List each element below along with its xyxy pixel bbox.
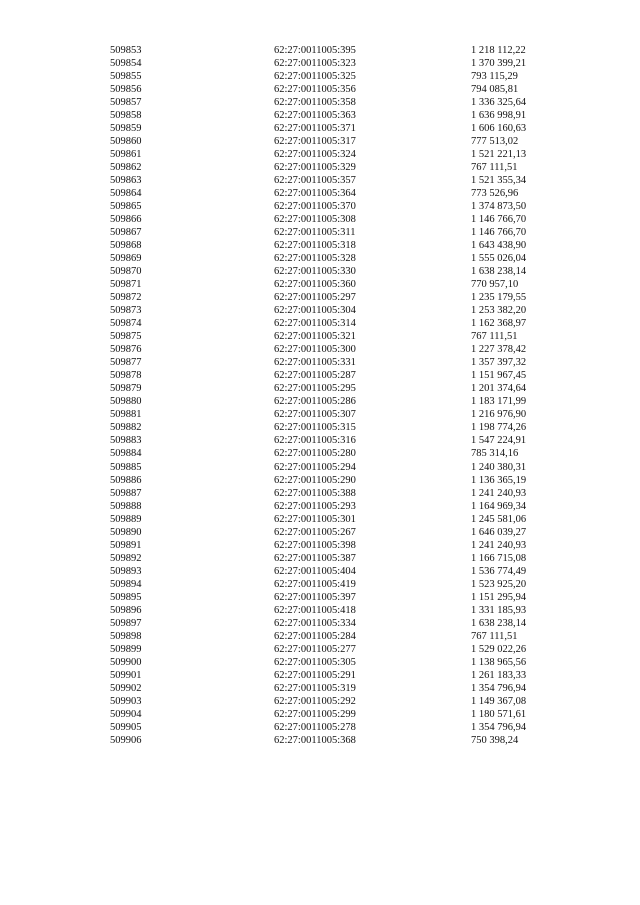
cadastral-value-cell: 1 521 355,34	[471, 175, 527, 187]
cadastral-value-cell: 1 638 238,14	[471, 617, 527, 629]
cadastral-number-cell: 62:27:0011005:397	[274, 591, 356, 603]
cadastral-number-cell: 62:27:0011005:280	[274, 448, 356, 460]
table-row	[110, 148, 581, 161]
table-row	[110, 408, 581, 421]
record-number-cell: 509879	[110, 383, 142, 395]
table-row	[110, 591, 581, 604]
cadastral-value-cell: 767 111,51	[471, 331, 518, 343]
record-number-cell: 509884	[110, 448, 142, 460]
table-row	[110, 213, 581, 226]
cadastral-value-cell: 1 146 766,70	[471, 227, 527, 239]
cadastral-number-cell: 62:27:0011005:371	[274, 123, 356, 135]
record-number-cell: 509883	[110, 435, 142, 447]
cadastral-value-cell: 1 374 873,50	[471, 201, 527, 213]
cadastral-value-cell: 1 521 221,13	[471, 149, 527, 161]
cadastral-value-cell: 1 643 438,90	[471, 240, 527, 252]
record-number-cell: 509875	[110, 331, 142, 343]
cadastral-value-cell: 1 183 171,99	[471, 396, 527, 408]
record-number-cell: 509882	[110, 422, 142, 434]
cadastral-number-cell: 62:27:0011005:370	[274, 201, 356, 213]
table-row	[110, 135, 581, 148]
cadastral-value-cell: 770 957,10	[471, 279, 519, 291]
cadastral-number-cell: 62:27:0011005:398	[274, 539, 356, 551]
table-row	[110, 734, 581, 747]
cadastral-number-cell: 62:27:0011005:368	[274, 734, 356, 746]
cadastral-number-cell: 62:27:0011005:301	[274, 513, 356, 525]
table-row	[110, 395, 581, 408]
cadastral-value-cell: 1 331 185,93	[471, 604, 527, 616]
cadastral-number-cell: 62:27:0011005:291	[274, 669, 356, 681]
table-row	[110, 474, 581, 487]
cadastral-number-cell: 62:27:0011005:278	[274, 721, 356, 733]
record-number-cell: 509854	[110, 58, 142, 70]
cadastral-number-cell: 62:27:0011005:321	[274, 331, 356, 343]
record-number-cell: 509866	[110, 214, 142, 226]
table-row	[110, 695, 581, 708]
cadastral-number-cell: 62:27:0011005:328	[274, 253, 356, 265]
table-row	[110, 70, 581, 83]
table-row	[110, 330, 581, 343]
table-row	[110, 461, 581, 474]
cadastral-value-cell: 777 513,02	[471, 136, 519, 148]
cadastral-number-cell: 62:27:0011005:284	[274, 630, 356, 642]
table-row	[110, 44, 581, 57]
table-row	[110, 447, 581, 460]
record-number-cell: 509873	[110, 305, 142, 317]
cadastral-number-cell: 62:27:0011005:293	[274, 500, 356, 512]
cadastral-number-cell: 62:27:0011005:267	[274, 526, 356, 538]
table-row	[110, 369, 581, 382]
cadastral-value-cell: 1 354 796,94	[471, 721, 527, 733]
cadastral-value-cell: 794 085,81	[471, 84, 519, 96]
record-number-cell: 509870	[110, 266, 142, 278]
cadastral-value-cell: 1 529 022,26	[471, 643, 527, 655]
record-number-cell: 509887	[110, 487, 142, 499]
record-number-cell: 509894	[110, 578, 142, 590]
cadastral-value-cell: 1 138 965,56	[471, 656, 527, 668]
cadastral-value-cell: 1 357 397,32	[471, 357, 527, 369]
record-number-cell: 509905	[110, 721, 142, 733]
table-row	[110, 513, 581, 526]
table-row	[110, 96, 581, 109]
cadastral-number-cell: 62:27:0011005:299	[274, 708, 356, 720]
record-number-cell: 509860	[110, 136, 142, 148]
record-number-cell: 509863	[110, 175, 142, 187]
record-number-cell: 509881	[110, 409, 142, 421]
record-number-cell: 509868	[110, 240, 142, 252]
cadastral-number-cell: 62:27:0011005:308	[274, 214, 356, 226]
cadastral-value-cell: 1 146 766,70	[471, 214, 527, 226]
table-row	[110, 487, 581, 500]
table-row	[110, 291, 581, 304]
cadastral-value-cell: 1 180 571,61	[471, 708, 527, 720]
cadastral-value-cell: 1 241 240,93	[471, 539, 527, 551]
cadastral-number-cell: 62:27:0011005:395	[274, 45, 356, 56]
record-number-cell: 509897	[110, 617, 142, 629]
record-number-cell: 509864	[110, 188, 142, 200]
cadastral-number-cell: 62:27:0011005:295	[274, 383, 356, 395]
cadastral-value-cell: 1 235 179,55	[471, 292, 527, 304]
table-row	[110, 161, 581, 174]
table-row	[110, 630, 581, 643]
table-row	[110, 83, 581, 96]
cadastral-number-cell: 62:27:0011005:323	[274, 58, 356, 70]
record-number-cell: 509858	[110, 110, 142, 122]
cadastral-value-cell: 1 555 026,04	[471, 253, 527, 265]
record-number-cell: 509900	[110, 656, 142, 668]
record-number-cell: 509885	[110, 461, 142, 473]
table-row	[110, 278, 581, 291]
cadastral-number-cell: 62:27:0011005:307	[274, 409, 356, 421]
table-row	[110, 565, 581, 578]
table-row	[110, 265, 581, 278]
cadastral-value-cell: 1 227 378,42	[471, 344, 527, 356]
cadastral-value-cell: 1 636 998,91	[471, 110, 527, 122]
table-row	[110, 343, 581, 356]
record-number-cell: 509859	[110, 123, 142, 135]
cadastral-number-cell: 62:27:0011005:317	[274, 136, 356, 148]
table-row	[110, 643, 581, 656]
table-row	[110, 682, 581, 695]
cadastral-value-cell: 785 314,16	[471, 448, 519, 460]
record-number-cell: 509877	[110, 357, 142, 369]
cadastral-number-cell: 62:27:0011005:357	[274, 175, 356, 187]
record-number-cell: 509878	[110, 370, 142, 382]
cadastral-value-cell: 1 198 774,26	[471, 422, 527, 434]
record-number-cell: 509867	[110, 227, 142, 239]
table-row	[110, 421, 581, 434]
record-number-cell: 509888	[110, 500, 142, 512]
cadastral-value-cell: 1 151 295,94	[471, 591, 527, 603]
table-row	[110, 669, 581, 682]
record-number-cell: 509903	[110, 695, 142, 707]
cadastral-number-cell: 62:27:0011005:329	[274, 162, 356, 174]
record-number-cell: 509862	[110, 162, 142, 174]
record-number-cell: 509901	[110, 669, 142, 681]
cadastral-number-cell: 62:27:0011005:325	[274, 71, 356, 83]
table-row	[110, 721, 581, 734]
record-number-cell: 509892	[110, 552, 142, 564]
record-number-cell: 509904	[110, 708, 142, 720]
cadastral-number-cell: 62:27:0011005:387	[274, 552, 356, 564]
table-row	[110, 252, 581, 265]
cadastral-number-cell: 62:27:0011005:334	[274, 617, 356, 629]
cadastral-value-cell: 1 638 238,14	[471, 266, 527, 278]
cadastral-value-cell: 1 218 112,22	[471, 45, 526, 56]
cadastral-number-cell: 62:27:0011005:290	[274, 474, 356, 486]
cadastral-value-cell: 1 261 183,33	[471, 669, 527, 681]
table-row	[110, 317, 581, 330]
cadastral-number-cell: 62:27:0011005:294	[274, 461, 356, 473]
record-number-cell: 509880	[110, 396, 142, 408]
cadastral-value-cell: 1 336 325,64	[471, 97, 527, 109]
cadastral-value-cell: 1 245 581,06	[471, 513, 527, 525]
record-number-cell: 509893	[110, 565, 142, 577]
cadastral-value-cell: 1 216 976,90	[471, 409, 527, 421]
table-row	[110, 57, 581, 70]
cadastral-value-cell: 1 240 380,31	[471, 461, 527, 473]
cadastral-number-cell: 62:27:0011005:418	[274, 604, 356, 616]
table-row	[110, 226, 581, 239]
registry-table	[110, 44, 581, 747]
cadastral-value-cell: 1 354 796,94	[471, 682, 527, 694]
cadastral-value-cell: 767 111,51	[471, 162, 518, 174]
cadastral-value-cell: 1 606 160,63	[471, 123, 527, 135]
table-row	[110, 604, 581, 617]
record-number-cell: 509906	[110, 734, 142, 746]
cadastral-number-cell: 62:27:0011005:364	[274, 188, 356, 200]
cadastral-value-cell: 1 166 715,08	[471, 552, 527, 564]
record-number-cell: 509895	[110, 591, 142, 603]
cadastral-value-cell: 1 646 039,27	[471, 526, 527, 538]
record-number-cell: 509861	[110, 149, 142, 161]
cadastral-number-cell: 62:27:0011005:297	[274, 292, 356, 304]
table-row	[110, 526, 581, 539]
table-row	[110, 187, 581, 200]
cadastral-number-cell: 62:27:0011005:305	[274, 656, 356, 668]
record-number-cell: 509899	[110, 643, 142, 655]
table-row	[110, 708, 581, 721]
cadastral-value-cell: 1 241 240,93	[471, 487, 527, 499]
cadastral-number-cell: 62:27:0011005:356	[274, 84, 356, 96]
cadastral-number-cell: 62:27:0011005:314	[274, 318, 356, 330]
record-number-cell: 509869	[110, 253, 142, 265]
cadastral-number-cell: 62:27:0011005:286	[274, 396, 356, 408]
cadastral-value-cell: 1 151 967,45	[471, 370, 527, 382]
record-number-cell: 509855	[110, 71, 142, 83]
cadastral-number-cell: 62:27:0011005:331	[274, 357, 356, 369]
table-row	[110, 200, 581, 213]
table-row	[110, 122, 581, 135]
cadastral-value-cell: 1 162 368,97	[471, 318, 527, 330]
cadastral-number-cell: 62:27:0011005:363	[274, 110, 356, 122]
cadastral-number-cell: 62:27:0011005:319	[274, 682, 356, 694]
cadastral-number-cell: 62:27:0011005:287	[274, 370, 356, 382]
cadastral-number-cell: 62:27:0011005:277	[274, 643, 356, 655]
record-number-cell: 509898	[110, 630, 142, 642]
record-number-cell: 509853	[110, 45, 142, 56]
record-number-cell: 509865	[110, 201, 142, 213]
cadastral-value-cell: 1 136 365,19	[471, 474, 527, 486]
cadastral-value-cell: 1 201 374,64	[471, 383, 527, 395]
table-row	[110, 500, 581, 513]
cadastral-value-cell: 1 253 382,20	[471, 305, 527, 317]
record-number-cell: 509890	[110, 526, 142, 538]
record-number-cell: 509857	[110, 97, 142, 109]
cadastral-value-cell: 773 526,96	[471, 188, 519, 200]
cadastral-number-cell: 62:27:0011005:330	[274, 266, 356, 278]
cadastral-number-cell: 62:27:0011005:419	[274, 578, 356, 590]
cadastral-number-cell: 62:27:0011005:388	[274, 487, 356, 499]
cadastral-value-cell: 1 164 969,34	[471, 500, 527, 512]
table-row	[110, 552, 581, 565]
cadastral-value-cell: 793 115,29	[471, 71, 518, 83]
table-row	[110, 434, 581, 447]
record-number-cell: 509902	[110, 682, 142, 694]
cadastral-number-cell: 62:27:0011005:404	[274, 565, 356, 577]
table-row	[110, 109, 581, 122]
cadastral-value-cell: 1 536 774,49	[471, 565, 527, 577]
record-number-cell: 509886	[110, 474, 142, 486]
record-number-cell: 509874	[110, 318, 142, 330]
table-row	[110, 174, 581, 187]
record-number-cell: 509876	[110, 344, 142, 356]
record-number-cell: 509856	[110, 84, 142, 96]
cadastral-value-cell: 1 523 925,20	[471, 578, 527, 590]
cadastral-number-cell: 62:27:0011005:311	[274, 227, 356, 239]
record-number-cell: 509871	[110, 279, 142, 291]
cadastral-value-cell: 750 398,24	[471, 734, 519, 746]
cadastral-number-cell: 62:27:0011005:318	[274, 240, 356, 252]
record-number-cell: 509896	[110, 604, 142, 616]
table-row	[110, 617, 581, 630]
registry-table-body	[110, 44, 581, 747]
cadastral-number-cell: 62:27:0011005:360	[274, 279, 356, 291]
record-number-cell: 509891	[110, 539, 142, 551]
record-number-cell: 509889	[110, 513, 142, 525]
cadastral-number-cell: 62:27:0011005:316	[274, 435, 356, 447]
cadastral-value-cell: 1 370 399,21	[471, 58, 527, 70]
table-row	[110, 539, 581, 552]
record-number-cell: 509872	[110, 292, 142, 304]
table-row	[110, 239, 581, 252]
cadastral-number-cell: 62:27:0011005:358	[274, 97, 356, 109]
cadastral-number-cell: 62:27:0011005:324	[274, 149, 356, 161]
table-row	[110, 656, 581, 669]
cadastral-value-cell: 1 149 367,08	[471, 695, 527, 707]
cadastral-number-cell: 62:27:0011005:300	[274, 344, 356, 356]
cadastral-number-cell: 62:27:0011005:315	[274, 422, 356, 434]
table-row	[110, 578, 581, 591]
cadastral-value-cell: 767 111,51	[471, 630, 518, 642]
cadastral-number-cell: 62:27:0011005:292	[274, 695, 356, 707]
cadastral-value-cell: 1 547 224,91	[471, 435, 527, 447]
table-row	[110, 304, 581, 317]
table-row	[110, 382, 581, 395]
table-row	[110, 356, 581, 369]
cadastral-number-cell: 62:27:0011005:304	[274, 305, 356, 317]
